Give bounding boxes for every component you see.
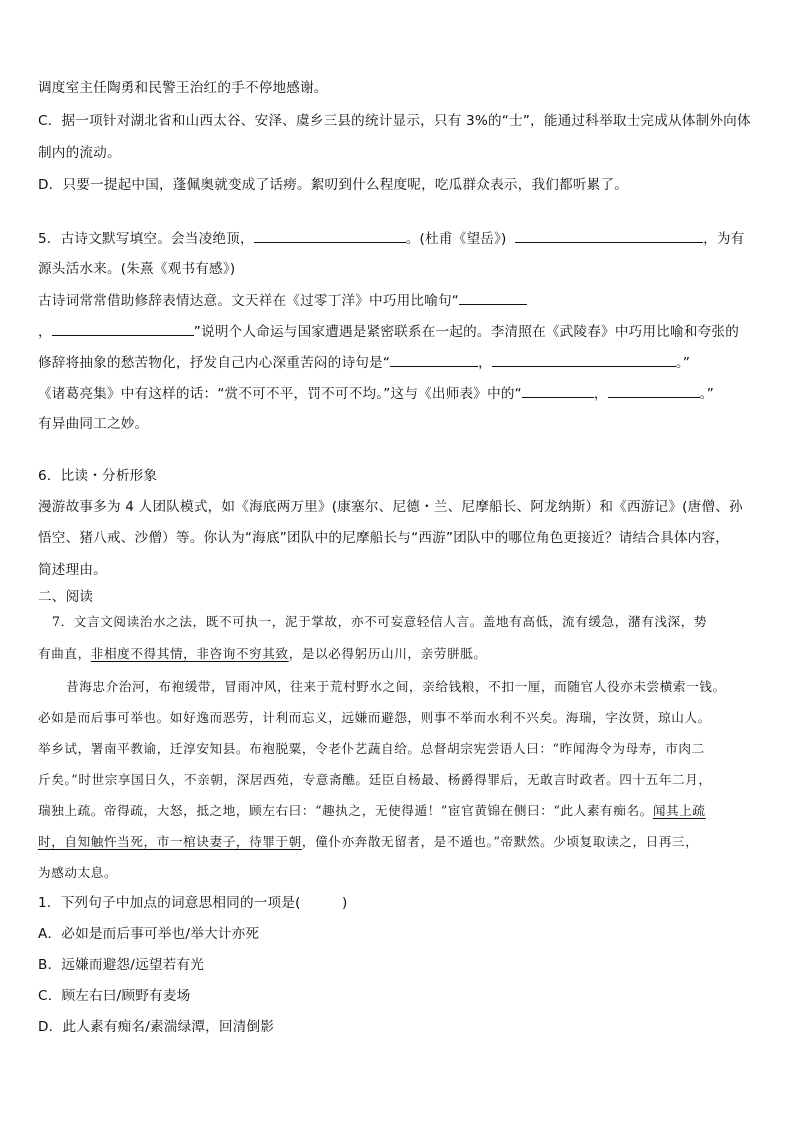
q7-1-option-d[interactable]: D．此人素有痴名/素湍绿潭，回清倒影	[38, 1019, 275, 1035]
q5-line5-text: 修辞将抽象的愁苦物化，抒发自己内心深重苦闷的诗句是“	[38, 355, 391, 371]
q5-line4-comma: ，	[38, 324, 52, 340]
q5-line6	[38, 383, 714, 404]
q6-title: 6．比读・分析形象	[38, 468, 158, 484]
q5-line3-text: 古诗词常常借助修辞表情达意。文天祥在《过零丁洋》中巧用比喻句“	[38, 293, 460, 309]
q5-line1-text-c: ，为有	[703, 231, 745, 247]
section-reading-title: 二、阅读	[38, 589, 94, 605]
q5-line1-text-b: 。(杜甫《望岳》)	[405, 231, 507, 247]
q5-line1	[38, 228, 744, 249]
q4-option-b-end: 调度室主任陶勇和民警王治红的手不停地感谢。	[38, 80, 328, 96]
q6-line2: 悟空、猪八戒、沙僧）等。你认为“海底”团队中的尼摩船长与“西游”团队中的哪位角色更接近？请结合具体内容，	[38, 530, 730, 546]
q5-line5-end: 。”	[675, 355, 691, 371]
q7-underlined-sentence-2a: 闻其上疏	[652, 803, 706, 818]
q5-line7: 有异曲同工之妙。	[38, 416, 149, 432]
q7-1-option-a[interactable]: A．必如是而后事可举也/举大计亦死	[38, 926, 260, 942]
q7-para2-line7: 为感动太息。	[38, 865, 118, 880]
q7-underlined-sentence-1: 非相度不得其情，非咨询不穷其致	[90, 646, 289, 661]
q7-1-stem: 1．下列句子中加点的词意思相同的一项是( )	[38, 895, 348, 911]
q6-line1: 漫游故事多为 4 人团队模式，如《海底两万里》(康塞尔、尼德・兰、尼摩船长、阿龙纳斯）和《西游记》(唐僧、孙	[38, 499, 743, 515]
q7-para1-line1: 7．文言文阅读治水之法，既不可执一，泥于掌故，亦不可妄意轻信人言。盖地有高低，流有缓急，潴有浅深，势	[52, 614, 708, 629]
q5-line5	[38, 352, 690, 373]
q5-line2: 源头活水来。(朱熹《观书有感》)	[38, 261, 236, 277]
q5-line4-text: ”说明个人命运与国家遭遇是紧密联系在一起的。李清照在《武陵春》中巧用比喻和夸张的	[193, 324, 739, 340]
q5-line6-end: 。”	[699, 386, 714, 402]
q5-blank-4[interactable]	[52, 321, 194, 336]
q7-para1-line2-a: 有曲直，	[38, 646, 91, 661]
q7-para2-line5-a: 瑞独上疏。帝得疏，大怒，抵之地，顾左右曰：“趣执之，无使得遁！”宦官黄锦在侧曰：“此人素有痴名。	[38, 803, 653, 818]
q7-para2-line6-b: ，僮仆亦奔散无留者，是不遁也。”帝默然。少顷复取读之，日再三，	[301, 834, 699, 849]
q5-blank-6[interactable]	[492, 352, 676, 367]
q5-line4	[38, 321, 739, 342]
q5-line1-text-a: 5．古诗文默写填空。会当凌绝顶，	[38, 231, 254, 247]
q5-blank-5[interactable]	[390, 352, 478, 367]
q4-option-c-line1: C．据一项针对湖北省和山西太谷、安泽、虞乡三县的统计显示，只有 3%的“士”，能通过科举取士完成从体制外向体	[38, 113, 751, 129]
q7-para2-line2: 必如是而后事可举也。如好逸而恶劳，计利而忘义，远嫌而避怨，则事不举而水利不兴矣。海瑞，字汝贤，琼山人。	[38, 710, 711, 725]
q7-1-option-c[interactable]: C．顾左右曰/顾野有麦场	[38, 988, 191, 1004]
q7-para2-line1: 昔海忠介治河，布袍缓带，冒雨冲风，往来于荒村野水之间，亲给钱粮，不扣一厘，而随官人役亦未尝横索一钱。	[66, 679, 726, 694]
q5-blank-8[interactable]	[608, 383, 700, 398]
q5-line6-text: 《诸葛亮集》中有这样的话：“赏不可不平，罚不可不均。”这与《出师表》中的“	[38, 386, 522, 402]
q5-blank-3[interactable]	[459, 290, 527, 305]
q5-blank-1[interactable]	[254, 228, 406, 243]
q7-para1-line2-b: ，是以必得躬历山川，亲劳胼胝。	[288, 646, 487, 661]
q7-1-option-b[interactable]: B．远嫌而避怨/远望若有光	[38, 957, 205, 973]
q5-blank-2[interactable]	[515, 228, 703, 243]
q5-blank-7[interactable]	[522, 383, 594, 398]
q5-line5-comma: ，	[478, 355, 492, 371]
q4-option-d: D．只要一提起中国，蓬佩奥就变成了话痨。絮叨到什么程度呢，吃瓜群众表示，我们都听累了。	[38, 177, 629, 193]
q7-para2-line3: 举乡试，署南平教谕，迁淳安知县。布袍脱粟，令老仆艺蔬自给。总督胡宗宪尝语人曰：“昨闻海令为母寿，市肉二	[38, 741, 705, 756]
q7-underlined-sentence-2b: 时，自知触忤当死，市一棺诀妻子，待罪于朝	[38, 834, 302, 849]
q6-line3: 简述理由。	[38, 562, 107, 578]
q7-para2-line5	[38, 801, 706, 821]
q5-line3	[38, 290, 527, 311]
q7-para1-line2	[38, 644, 487, 664]
q7-para2-line4: 斤矣。”时世宗享国日久，不亲朝，深居西苑，专意斋醮。廷臣自杨最、杨爵得罪后，无敢言时政者。四十五年二月，	[38, 772, 712, 787]
q7-para2-line6	[38, 832, 698, 852]
q5-line6-comma: ，	[593, 386, 608, 402]
q4-option-c-line2: 制内的流动。	[38, 145, 121, 161]
